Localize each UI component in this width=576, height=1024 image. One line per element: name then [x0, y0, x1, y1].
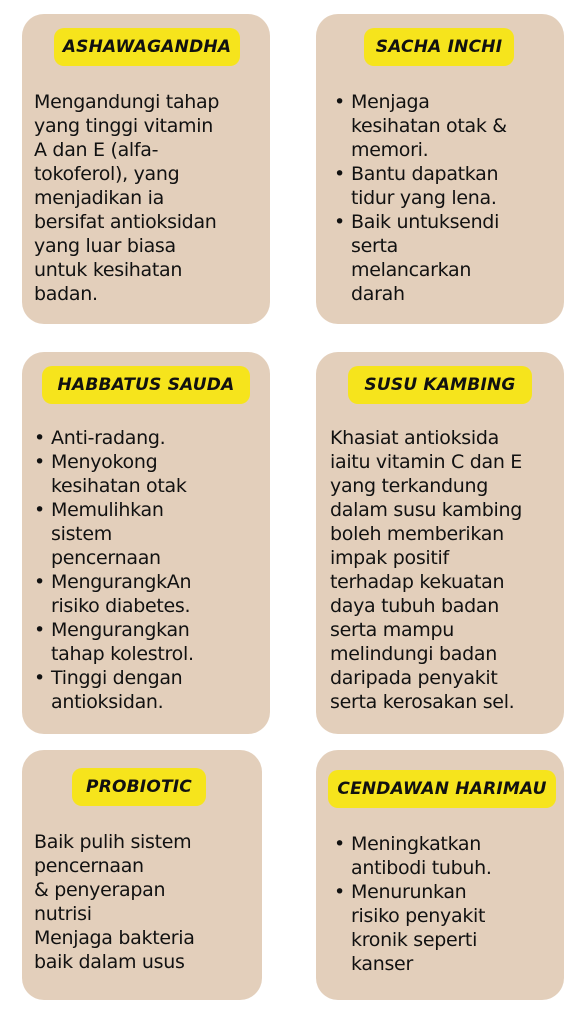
list-item: • Menurunkan risiko penyakit kronik seperti kanser: [334, 880, 560, 976]
card-habbatus-sauda: [22, 352, 270, 734]
card-ashawagandha: [22, 14, 270, 324]
card-description: Mengandungi tahap yang tinggi vitamin A dan E (alfa- tokoferol), yang menjadikan ia bersifat antioksidan yang luar biasa untuk kesihatan badan.: [34, 91, 220, 305]
list-item: • Memulihkan sistem pencernaan: [34, 498, 266, 570]
card-title: CENDAWAN HARIMAU: [328, 770, 556, 808]
card-title: SUSU KAMBING: [348, 366, 532, 404]
card-susu-kambing: [316, 352, 564, 734]
list-item: • Meningkatkan antibodi tubuh.: [334, 832, 560, 880]
card-list: [34, 426, 266, 714]
list-item: • Menyokong kesihatan otak: [34, 450, 266, 498]
card-probiotic: [22, 750, 262, 1000]
list-item: • Mengurangkan tahap kolestrol.: [34, 618, 266, 666]
list-item: • Tinggi dengan antioksidan.: [34, 666, 266, 714]
card-title: ASHAWAGANDHA: [54, 28, 240, 66]
card-title: PROBIOTIC: [72, 768, 206, 806]
list-item: • Anti-radang.: [34, 426, 266, 450]
list-item: • MengurangkAn risiko diabetes.: [34, 570, 266, 618]
list-item: • Menjaga kesihatan otak & memori.: [334, 90, 560, 162]
list-item: • Baik untuksendi serta melancarkan darah: [334, 210, 560, 306]
card-title: SACHA INCHI: [364, 28, 514, 66]
card-title: HABBATUS SAUDA: [42, 366, 250, 404]
card-cendawan-harimau: [316, 750, 564, 1000]
card-description: Khasiat antioksida iaitu vitamin C dan E yang terkandung dalam susu kambing boleh memberikan impak positif terhadap kekuatan daya tubuh badan serta mampu melindungi badan daripada penyakit serta kerosakan sel.: [330, 427, 523, 713]
card-description: Baik pulih sistem pencernaan & penyerapan nutrisi Menjaga bakteria baik dalam usus: [34, 831, 195, 973]
card-sacha-inchi: [316, 14, 564, 324]
card-list: [334, 90, 560, 306]
card-list: [334, 832, 560, 976]
list-item: • Bantu dapatkan tidur yang lena.: [334, 162, 560, 210]
